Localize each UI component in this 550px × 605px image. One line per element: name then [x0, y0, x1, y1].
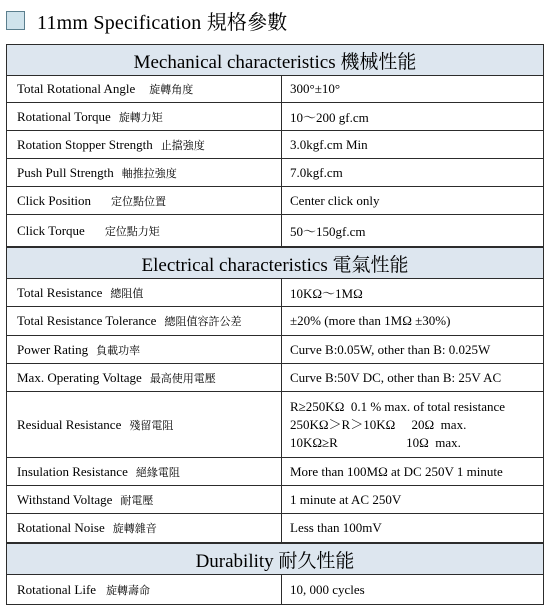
row-label: Click Position [17, 192, 92, 208]
row-value: ±20% (more than 1MΩ ±30%) [290, 313, 451, 328]
row-label: Max. Operating Voltage [17, 369, 142, 385]
section-heading-electrical: Electrical characteristics 電氣性能 [7, 247, 543, 279]
row-label-zh: 耐電壓 [120, 494, 154, 507]
spec-table [6, 44, 544, 605]
row-label-zh: 殘留電阻 [129, 419, 174, 432]
row-label-zh: 定位點力矩 [104, 225, 160, 238]
row-label-zh: 負載功率 [96, 344, 141, 357]
row-label-cell [7, 458, 282, 485]
row-label-zh: 最高使用電壓 [149, 372, 216, 385]
table-row [7, 307, 543, 336]
row-label-zh: 旋轉雜音 [112, 523, 157, 535]
row-value: 50～150gf.cm [290, 224, 366, 239]
row-value-line: R≥250KΩ 0.1 % max. of total resistance [290, 398, 506, 414]
section-heading-mechanical: Mechanical characteristics 機械性能 [7, 45, 543, 76]
table-row [7, 575, 543, 604]
row-value: 1 minute at AC 250V [290, 491, 402, 507]
table-row [7, 392, 543, 458]
table-row [7, 514, 543, 543]
row-value: Curve B:0.05W, other than B: 0.025W [290, 341, 491, 357]
row-label-zh: 定位點位置 [111, 195, 167, 208]
table-row [7, 159, 543, 187]
row-label: Rotation Stopper Strength [17, 136, 153, 152]
row-label: Rotational Life [17, 581, 97, 597]
row-label-zh: 止擋強度 [160, 139, 205, 152]
row-value: More than 100MΩ at DC 250V 1 minute [290, 463, 503, 479]
row-label-cell [7, 307, 282, 335]
row-label-zh: 旋轉力矩 [118, 111, 163, 124]
row-label: Click Torque [17, 222, 85, 238]
row-label: Insulation Resistance [17, 463, 128, 479]
row-label-zh: 總阻值 [110, 287, 144, 300]
table-row [7, 187, 543, 215]
section-heading-durability: Durability 耐久性能 [7, 543, 543, 575]
row-label: Power Rating [17, 341, 89, 357]
row-value: 10～200 gf.cm [290, 110, 369, 125]
row-label-cell [7, 364, 282, 391]
row-label-zh: 總阻值容許公差 [164, 316, 242, 328]
row-label: Total Resistance Tolerance [17, 313, 157, 328]
table-row [7, 131, 543, 159]
row-label-cell [7, 575, 282, 604]
row-value: 10, 000 cycles [290, 581, 365, 597]
row-label: Total Rotational Angle [17, 81, 136, 96]
page-title: 11mm Specification 規格參數 [37, 11, 288, 34]
row-label: Push Pull Strength [17, 164, 114, 180]
row-label: Withstand Voltage [17, 491, 113, 507]
row-value: 10KΩ～1MΩ [290, 286, 363, 301]
row-label-cell [7, 336, 282, 363]
row-value: 7.0kgf.cm [290, 164, 343, 180]
row-value-line: 10KΩ≥R 10Ω max. [290, 434, 461, 450]
table-row [7, 103, 543, 131]
row-label-cell [7, 131, 282, 158]
table-row [7, 279, 543, 307]
row-value [282, 392, 543, 457]
row-label-cell [7, 103, 282, 130]
row-label-cell [7, 392, 282, 457]
table-row [7, 215, 543, 247]
table-row [7, 76, 543, 103]
table-row [7, 336, 543, 364]
row-label-cell [7, 187, 282, 214]
row-value-line: 250KΩ＞R＞10KΩ 20Ω max. [290, 416, 467, 432]
row-label-cell [7, 514, 282, 542]
row-label: Rotational Noise [17, 520, 105, 535]
row-label-zh: 旋轉壽命 [106, 584, 151, 597]
row-value: 300°±10° [290, 81, 341, 96]
row-value: Curve B:50V DC, other than B: 25V AC [290, 369, 502, 385]
row-label-cell [7, 279, 282, 306]
row-value: 3.0kgf.cm Min [290, 136, 368, 152]
row-label-zh: 旋轉角度 [149, 84, 194, 96]
row-label-cell [7, 76, 282, 102]
row-label-cell [7, 215, 282, 246]
title-square-icon [6, 11, 25, 30]
row-label: Total Resistance [17, 284, 103, 300]
row-label-zh: 軸推拉強度 [121, 167, 177, 180]
page-title-row [6, 7, 288, 33]
row-label: Residual Resistance [17, 416, 122, 432]
table-row [7, 458, 543, 486]
row-value: Center click only [290, 192, 380, 208]
table-row [7, 364, 543, 392]
row-label-cell [7, 159, 282, 186]
row-value: Less than 100mV [290, 520, 382, 535]
row-label-cell [7, 486, 282, 513]
table-row [7, 486, 543, 514]
row-label: Rotational Torque [17, 108, 111, 124]
row-label-zh: 絕緣電阻 [135, 466, 180, 479]
